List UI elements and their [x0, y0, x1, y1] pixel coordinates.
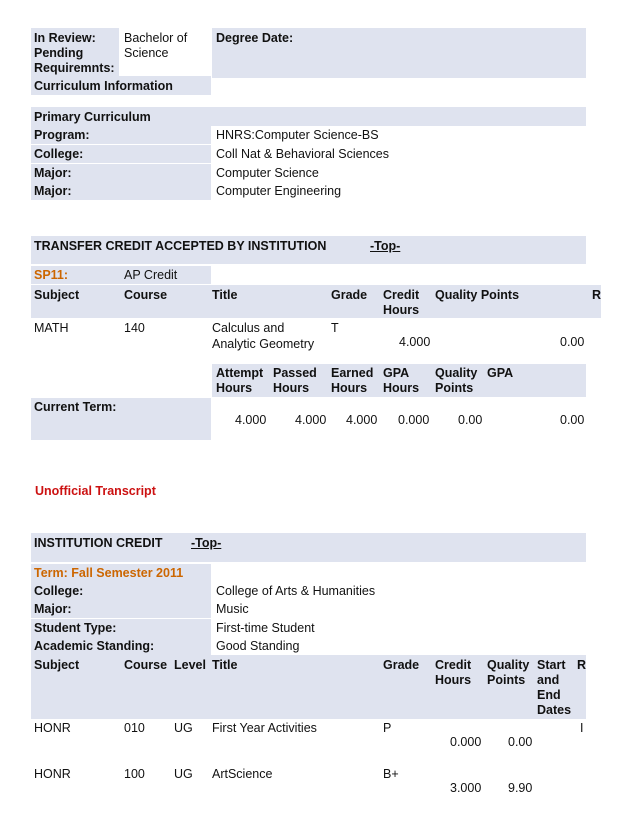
- course-quality: 0.00: [560, 335, 585, 349]
- primary-row-label: Major:: [34, 184, 72, 198]
- current-term-gpa: 0.00: [560, 413, 585, 427]
- totals-gpa-col: GPA: [487, 366, 514, 380]
- course-title-1: Calculus and: [212, 321, 285, 335]
- course-subject: HONR: [34, 767, 71, 781]
- institution-row-label: Student Type:: [34, 621, 117, 635]
- totals-earned: Earned: [331, 366, 374, 380]
- institution-term-label: Term: Fall Semester 2011: [34, 566, 184, 580]
- course-credit: 3.000: [450, 781, 482, 795]
- current-term-earned: 4.000: [346, 413, 378, 427]
- current-term-attempt: 4.000: [235, 413, 267, 427]
- col-quality: Quality: [487, 658, 530, 672]
- top-link[interactable]: -Top-: [370, 239, 401, 253]
- primary-row-value: Coll Nat & Behavioral Sciences: [216, 147, 389, 161]
- col-title: Title: [212, 288, 238, 302]
- primary-row-value: HNRS:Computer Science-BS: [216, 128, 379, 142]
- course-credit: 0.000: [450, 735, 482, 749]
- course-grade: B+: [383, 767, 399, 781]
- col-r: R: [592, 288, 602, 302]
- degree-line-2: Science: [124, 46, 169, 60]
- col-level: Level: [174, 658, 206, 672]
- col-quality-points: Quality Points: [435, 288, 520, 302]
- totals-earned-hours: Hours: [331, 381, 368, 395]
- transfer-title: TRANSFER CREDIT ACCEPTED BY INSTITUTION: [34, 239, 327, 253]
- course-number: 010: [124, 721, 145, 735]
- institution-row-value: First-time Student: [216, 621, 315, 635]
- requirements-label: Requiremnts:: [34, 61, 115, 75]
- course-grade: T: [331, 321, 339, 335]
- institution-title: INSTITUTION CREDIT: [34, 536, 163, 550]
- course-title-2: Analytic Geometry: [212, 337, 315, 351]
- top-link[interactable]: -Top-: [191, 536, 222, 550]
- primary-row-label: Major:: [34, 166, 72, 180]
- course-quality: 0.00: [508, 735, 533, 749]
- curriculum-info-label: Curriculum Information: [34, 79, 173, 93]
- totals-attempt: Attempt: [216, 366, 264, 380]
- col-credit-hours: Hours: [435, 673, 472, 687]
- col-course: Course: [124, 658, 168, 672]
- degree-line-1: Bachelor of: [124, 31, 188, 45]
- col-start: Start: [537, 658, 566, 672]
- current-term-passed: 4.000: [295, 413, 327, 427]
- col-quality-points: Points: [487, 673, 526, 687]
- primary-row-value: Computer Science: [216, 166, 319, 180]
- totals-gpa-hours: Hours: [383, 381, 420, 395]
- course-quality: 9.90: [508, 781, 533, 795]
- primary-curriculum-title: Primary Curriculum: [34, 110, 151, 124]
- course-title: ArtScience: [212, 767, 273, 781]
- institution-row-value: College of Arts & Humanities: [216, 584, 376, 598]
- col-start-and: and: [537, 673, 560, 687]
- institution-row-label: Major:: [34, 602, 72, 616]
- course-level: UG: [174, 767, 193, 781]
- col-title: Title: [212, 658, 238, 672]
- unofficial-transcript-label: Unofficial Transcript: [35, 484, 156, 498]
- course-level: UG: [174, 721, 193, 735]
- totals-gpa: GPA: [383, 366, 410, 380]
- col-credit: Credit: [383, 288, 420, 302]
- col-start-dates: Dates: [537, 703, 572, 717]
- primary-row-label: Program:: [34, 128, 90, 142]
- transfer-term-value: AP Credit: [124, 268, 178, 282]
- course-r: I: [580, 721, 584, 735]
- totals-attempt-hours: Hours: [216, 381, 253, 395]
- institution-row-label: College:: [34, 584, 84, 598]
- col-start-end: End: [537, 688, 561, 702]
- institution-row-value: Good Standing: [216, 639, 300, 653]
- col-credit-hours: Hours: [383, 303, 420, 317]
- totals-passed: Passed: [273, 366, 317, 380]
- institution-row-label: Academic Standing:: [34, 639, 155, 653]
- totals-quality-points: Points: [435, 381, 474, 395]
- primary-row-value: Computer Engineering: [216, 184, 342, 198]
- course-subject: HONR: [34, 721, 71, 735]
- course-grade: P: [383, 721, 392, 735]
- col-subject: Subject: [34, 658, 80, 672]
- course-credit: 4.000: [399, 335, 431, 349]
- current-term-gpa-hours: 0.000: [398, 413, 430, 427]
- col-r: R: [577, 658, 587, 672]
- totals-passed-hours: Hours: [273, 381, 310, 395]
- primary-row-label: College:: [34, 147, 84, 161]
- course-title: First Year Activities: [212, 721, 317, 735]
- col-grade: Grade: [331, 288, 368, 302]
- totals-quality: Quality: [435, 366, 478, 380]
- degree-date-label: Degree Date:: [216, 31, 294, 45]
- pending-label: Pending: [34, 46, 84, 60]
- course-number: 140: [124, 321, 145, 335]
- transfer-term-label: SP11:: [34, 268, 69, 282]
- col-grade: Grade: [383, 658, 420, 672]
- course-subject: MATH: [34, 321, 69, 335]
- current-term-label: Current Term:: [34, 400, 117, 414]
- institution-row-value: Music: [216, 602, 249, 616]
- current-term-quality: 0.00: [458, 413, 483, 427]
- in-review-label: In Review:: [34, 31, 96, 45]
- course-number: 100: [124, 767, 145, 781]
- col-credit: Credit: [435, 658, 472, 672]
- col-subject: Subject: [34, 288, 80, 302]
- col-course: Course: [124, 288, 168, 302]
